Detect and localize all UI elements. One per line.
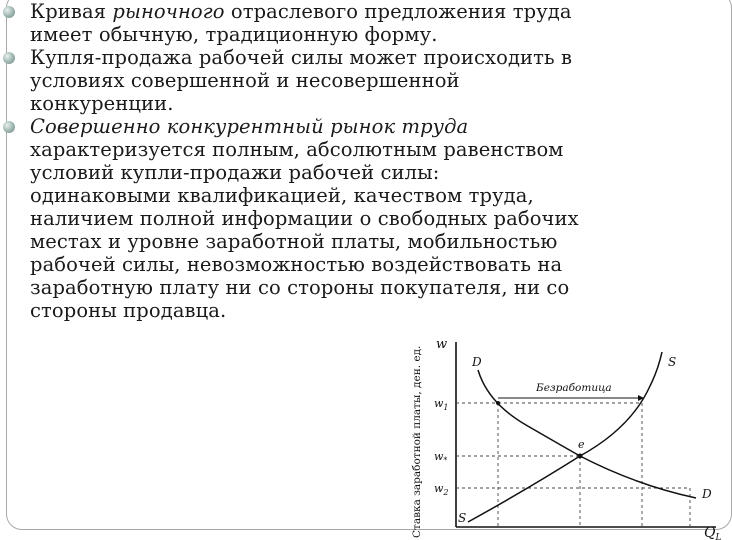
bullet-line: наличием полной информации о свободных рабочих <box>30 207 579 230</box>
bullet-line: Совершенно конкурентный рынок труда <box>30 115 469 138</box>
bullet-line: одинаковыми квалификацией, качеством труда, <box>30 184 534 207</box>
chart-svg <box>406 330 720 540</box>
bullet-item <box>0 0 620 46</box>
bullet-line: имеет обычную, традиционную форму. <box>30 23 438 46</box>
unemployment-start-dot <box>496 401 500 405</box>
y-tick-w2: $w_2$ <box>434 482 449 497</box>
bullet-line: характеризуется полным, абсолютным равенством <box>30 138 564 161</box>
bullet-line: Кривая рыночного отраслевого предложения труда <box>30 0 572 23</box>
equilibrium-point <box>578 454 583 459</box>
bullet-line: Купля-продажа рабочей силы может происходить в <box>30 46 573 69</box>
bullet-line: стороны продавца. <box>30 299 227 322</box>
bullet-icon <box>3 52 15 64</box>
bullet-line: конкуренции. <box>30 92 174 115</box>
bullet-line: рабочей силы, невозможностью воздействовать на <box>30 253 563 276</box>
y-tick-w1: $w_1$ <box>434 397 449 412</box>
y-axis-label: Ставка заработной платы, ден. ед. <box>411 345 423 538</box>
bullet-line: условий купли-продажи рабочей силы: <box>30 161 440 184</box>
demand-end-label: D <box>702 487 712 501</box>
bullet-line: местах и уровне заработной платы, мобильностью <box>30 230 558 253</box>
bullet-item <box>0 46 620 115</box>
supply-start-label: S <box>458 511 467 525</box>
bullet-line: условиях совершенной и несовершенной <box>30 69 460 92</box>
equilibrium-label: e <box>578 438 585 451</box>
bullet-icon <box>3 121 15 133</box>
y-axis-symbol: w <box>436 337 448 352</box>
y-tick-wstar: $w_*$ <box>434 450 448 465</box>
supply-curve <box>468 352 662 522</box>
supply-end-label: S <box>668 355 677 369</box>
bullet-item <box>0 115 620 322</box>
labor-market-chart <box>406 330 720 540</box>
unemployment-label: Безработица <box>536 382 612 394</box>
bullet-line: заработную плату ни со стороны покупателя, ни со <box>30 276 570 299</box>
bullet-icon <box>3 6 15 18</box>
demand-start-label: D <box>472 355 482 369</box>
x-axis-symbol: $Q_L$ <box>704 525 722 540</box>
